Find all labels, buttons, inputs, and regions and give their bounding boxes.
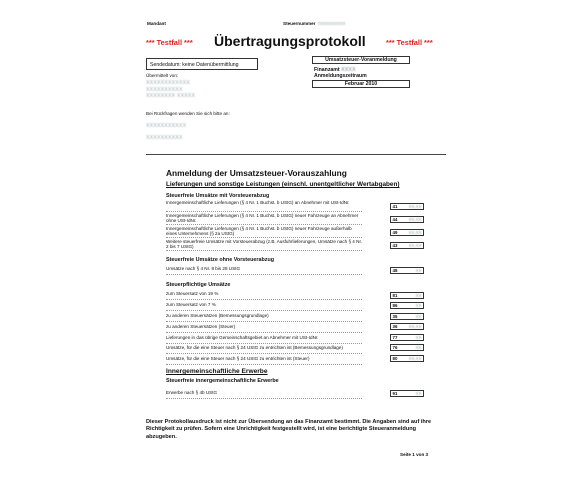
sendedatum-text: Sendedatum: keine Datenübermittlung: [150, 62, 239, 68]
rueckfragen-line: XXXXXXXXXXX: [146, 123, 187, 129]
rueckfragen-line: XXXXXXXXXX: [146, 135, 183, 141]
field-code: 41: [392, 204, 398, 209]
table-row: [166, 390, 362, 399]
table-row: [166, 266, 362, 275]
field-43[interactable]: [390, 242, 424, 249]
table-row: [166, 213, 362, 225]
separator-line: [146, 154, 446, 155]
sendedatum-box: [146, 58, 258, 70]
field-86[interactable]: [390, 302, 424, 309]
table-row: [166, 226, 362, 238]
field-44[interactable]: [390, 216, 424, 223]
steuernummer-value: 0000000000: [318, 21, 346, 26]
footer-note: Dieser Protokollausdruck ist nicht zur Übersendung an das Finanzamt bestimmt. Die Angaben sind auf ihre Richtigkeit zu prüfen. Sofern eine Unrichtigkeit festgestellt wird, ist eine berichtigte Steueranmeldung abzugeben.: [146, 419, 432, 440]
field-80[interactable]: [390, 355, 424, 362]
field-code: 44: [392, 217, 398, 222]
field-code: 48: [392, 268, 398, 273]
row-text: Umsätze, für die eine Steuer nach § 24 UStG zu entrichten ist (Steuer): [166, 356, 310, 361]
field-48[interactable]: [390, 267, 424, 274]
field-35[interactable]: [390, 313, 424, 320]
main-heading: Anmeldung der Umsatzsteuer-Vorauszahlung: [166, 168, 347, 178]
row-text: zu anderen Steuersätzen (Bemessungsgrundlage): [166, 313, 269, 318]
page-number: Seite 1 von 3: [400, 452, 429, 457]
field-value: XX: [415, 314, 422, 319]
page-title: Übertragungsprotokoll: [214, 33, 366, 49]
field-value: XX,XX: [408, 243, 422, 248]
row-text: Umsätze nach § 4 Nr. 8 bis 28 UStG: [166, 266, 241, 271]
table-row: [166, 313, 362, 322]
field-41[interactable]: [390, 203, 424, 210]
field-36[interactable]: [390, 323, 424, 330]
testfall-right: *** Testfall ***: [386, 38, 433, 47]
table-row: [166, 335, 362, 344]
field-76[interactable]: [390, 344, 424, 351]
field-code: 91: [392, 391, 398, 396]
uebermittelt-line: XXXXXXXX XXXXX: [146, 93, 196, 99]
row-text: Umsätze, für die eine Steuer nach § 24 UStG zu entrichten ist (Bemessungsgrundlage): [166, 345, 343, 350]
table-row: [166, 200, 362, 212]
section-title: Steuerfreie Umsätze ohne Vorsteuerabzug: [166, 257, 275, 263]
zeitraum-label: Anmeldungszeitraum: [314, 73, 367, 79]
info-box-heading: Umsatzsteuer-Voranmeldung: [312, 56, 410, 64]
mandant-label: Mandant: [147, 21, 166, 26]
field-value: XX: [415, 391, 422, 396]
row-text: zum Steuersatz von 19 %: [166, 291, 219, 296]
row-text: zum Steuersatz von 7 %: [166, 302, 216, 307]
zeitraum-value: Februar 2010: [312, 80, 410, 88]
row-text: Lieferungen in das übrige Gemeinschaftsgebiet an Abnehmer mit USt-IdNr.: [166, 335, 319, 340]
field-77[interactable]: [390, 334, 424, 341]
ig-heading: Innergemeinschaftliche Erwerbe: [166, 368, 268, 375]
field-91[interactable]: [390, 390, 424, 397]
field-code: 86: [392, 303, 398, 308]
row-text: Innergemeinschaftliche Lieferungen (§ 4 Nr. 1 Buchst. b UStG) neuer Fahrzeuge an Abnehmer ohne USt-IdNr.: [166, 213, 359, 224]
finanzamt-label: Finanzamt: [314, 67, 340, 73]
field-value: XX: [415, 268, 422, 273]
table-row: [166, 356, 362, 365]
field-value: XX: [415, 335, 422, 340]
table-row: [166, 345, 362, 354]
field-value: XX,XX: [408, 230, 422, 235]
field-value: XX: [415, 293, 422, 298]
field-code: 49: [392, 230, 398, 235]
row-text: Weitere steuerfreie Umsätze mit Vorsteuerabzug (z.B. Ausfuhrlieferungen, Umsätze nach § 4 Nr. 2 bis 7 UStG): [166, 239, 363, 250]
section-title: Steuerfreie Umsätze mit Vorsteuerabzug: [166, 193, 270, 199]
table-row: [166, 302, 362, 311]
row-text: Innergemeinschaftliche Lieferungen (§ 4 Nr. 1 Buchst. b UStG) an Abnehmer mit USt-IdNr.: [166, 200, 350, 205]
field-value: XX,XX: [408, 217, 422, 222]
rueckfragen-block: [146, 120, 186, 144]
sub-heading: Lieferungen und sonstige Leistungen (einschl. unentgeltlicher Wertabgaben): [166, 181, 400, 188]
field-code: 77: [392, 335, 398, 340]
field-code: 36: [392, 324, 398, 329]
table-row: [166, 291, 362, 300]
testfall-left: *** Testfall ***: [146, 38, 193, 47]
uebermittelt-line: XXXXXXXXXXXX: [146, 80, 190, 86]
field-value: XX,XX: [408, 324, 422, 329]
field-value: XX: [415, 303, 422, 308]
steuernummer-label: Steuernummer: [283, 21, 316, 26]
field-code: 76: [392, 345, 398, 350]
field-81[interactable]: [390, 292, 424, 299]
row-text: Erwerbe nach § 4b UStG: [166, 390, 218, 395]
rueckfragen-label: Bei Rückfragen wenden Sie sich bitte an:: [146, 111, 230, 116]
finanzamt-value: XXXX: [341, 67, 356, 73]
section-title: Steuerfreie innergemeinschaftliche Erwerbe: [166, 378, 279, 384]
section-title: Steuerpflichtige Umsätze: [166, 282, 231, 288]
info-box: [312, 56, 410, 88]
row-text: Innergemeinschaftliche Lieferungen (§ 4 Nr. 1 Buchst. b UStG) neuer Fahrzeuge außerhalb eines Unternehmens (§ 2a UStG): [166, 226, 352, 237]
field-value: XX,XX: [408, 356, 422, 361]
field-code: 80: [392, 356, 398, 361]
table-row: [166, 239, 362, 251]
field-code: 81: [392, 293, 398, 298]
table-row: [166, 324, 362, 333]
field-code: 35: [392, 314, 398, 319]
uebermittelt-block: [146, 80, 195, 100]
field-value: XX,XX: [408, 204, 422, 209]
field-49[interactable]: [390, 229, 424, 236]
field-code: 43: [392, 243, 398, 248]
field-value: XX: [415, 345, 422, 350]
row-text: zu anderen Steuersätzen (Steuer): [166, 324, 236, 329]
uebermittelt-line: XXXXXXXXXX: [146, 86, 183, 93]
uebermittelt-label: Übermittelt von:: [146, 73, 179, 78]
